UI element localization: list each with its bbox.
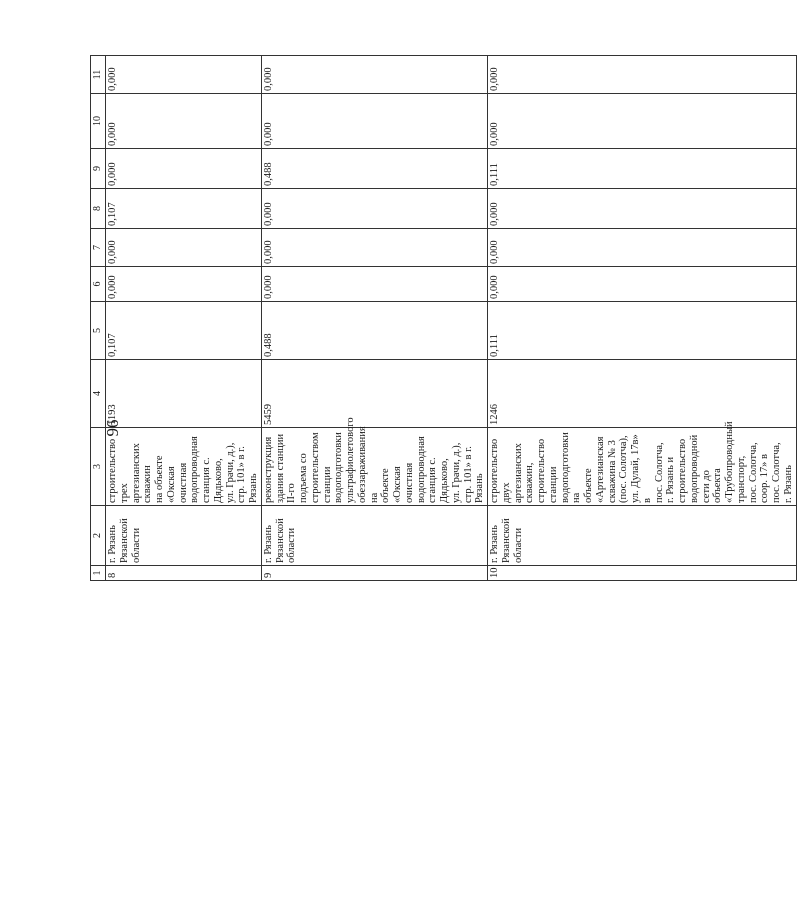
row-number-cell: 9 [261,566,487,581]
value-cell: 0,000 [261,189,487,229]
column-header: 2 [91,506,106,566]
value-cell: 0,000 [261,229,487,267]
value-cell: 1246 [488,360,797,428]
value-cell: 0,111 [488,302,797,360]
value-cell: 0,000 [106,229,262,267]
column-header: 8 [91,189,106,229]
value-cell: 0,000 [488,267,797,302]
value-cell: 0,000 [488,189,797,229]
data-table [90,55,797,581]
value-cell: 0,111 [488,149,797,189]
description-cell: строительство двух артезианских скважин, строительство станции водоподготовки на объекте «Артезианская скважина № 3 (пос. Солотча), ул. Дулай, 17в» в пос. Солотча, г. Рязань и строительство водопроводной сети до объекта «Трубопроводный транспорт, пос. Солотча, соор. 17» в пос. Солотча, г. Рязань [488,428,797,506]
column-header: 10 [91,94,106,149]
description-cell: реконструкция здания станции II-го подъема со строительством станции водоподготовки ультрафиолетового обеззараживания на объекте «Окская очистная водопроводная станция с. Дядьково, ул. Грачи, д.), стр. 101» в г. Рязань [261,428,487,506]
table-row [106,56,262,581]
value-cell: 0,000 [261,267,487,302]
value-cell: 0,000 [106,56,262,94]
column-header: 4 [91,360,106,428]
column-header: 11 [91,56,106,94]
place-cell: г. Рязань Рязанской области [261,506,487,566]
value-cell: 0,000 [261,56,487,94]
value-cell: 0,000 [488,56,797,94]
column-header: 5 [91,302,106,360]
value-cell: 5459 [261,360,487,428]
column-header: 7 [91,229,106,267]
value-cell: 0,000 [488,229,797,267]
column-header: 3 [91,428,106,506]
value-cell: 0,488 [261,302,487,360]
value-cell: 0,107 [106,189,262,229]
value-cell: 1193 [106,360,262,428]
place-cell: г. Рязань Рязанской области [106,506,262,566]
value-cell: 0,000 [106,149,262,189]
page-number: 96 [103,419,122,437]
value-cell: 0,107 [106,302,262,360]
row-number-cell: 8 [106,566,262,581]
table-row [261,56,487,581]
description-cell: строительство трех артезианских скважин на объекте «Окская очистная водопроводная станция с. Дядьково, ул. Грачи, д.), стр. 101» в г. Рязань [106,428,262,506]
value-cell: 0,000 [106,267,262,302]
value-cell: 0,488 [261,149,487,189]
value-cell: 0,000 [261,94,487,149]
column-header: 1 [91,566,106,581]
value-cell: 0,000 [106,94,262,149]
place-cell: г. Рязань Рязанской области [488,506,797,566]
table-row [488,56,797,581]
column-header: 6 [91,267,106,302]
column-header: 9 [91,149,106,189]
rotated-table-container [90,56,794,581]
value-cell: 0,000 [488,94,797,149]
row-number-cell: 10 [488,566,797,581]
header-row [91,56,106,581]
